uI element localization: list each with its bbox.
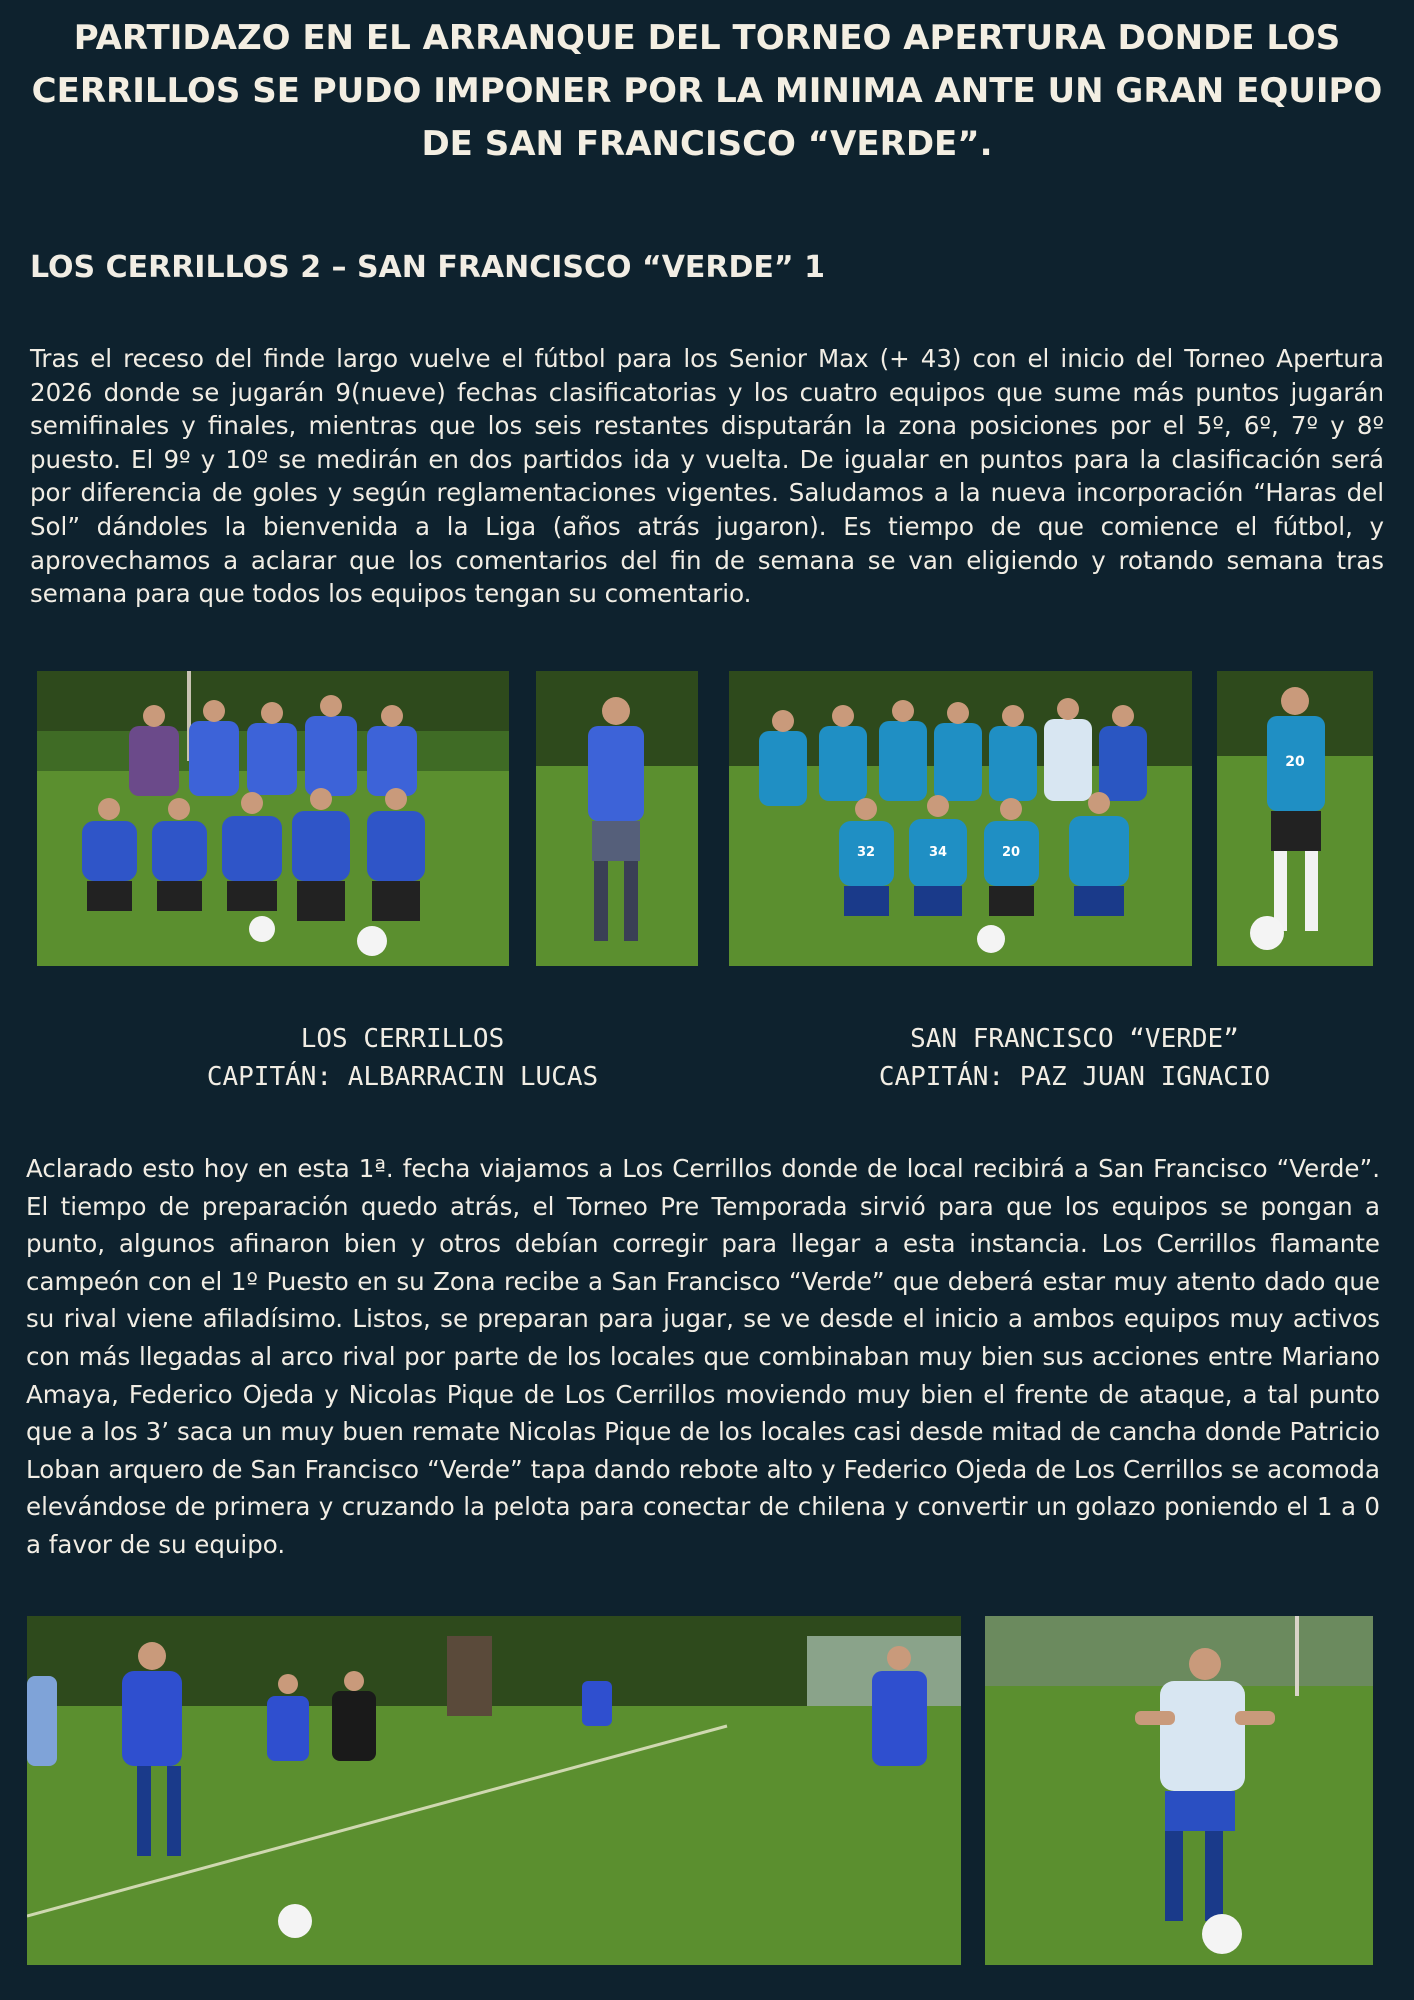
home-captain-photo bbox=[536, 671, 698, 966]
player-dribbling-photo bbox=[985, 1616, 1373, 1965]
home-team-captain: CAPITÁN: ALBARRACIN LUCAS bbox=[206, 1062, 599, 1092]
match-paragraph: Aclarado esto hoy en esta 1ª. fecha viajamos a Los Cerrillos donde de local recibirá a San Francisco “Verde”. El tiempo de preparación quedo atrás, el Torneo Pre Temporada sirvió para que los equipos se pongan a punto, algunos afinaron bien y otros debían corregir para llegar a esta instancia. Los Cerrillos flamante campeón con el 1º Puesto en su Zona recibe a San Francisco “Verde” que deberá estar muy atento dado que su rival viene afiladísimo. Listos, se preparan para jugar, se ve desde el inicio a ambos equipos muy activos con más llegadas al arco rival por parte de los locales que combinaban muy bien sus acciones entre Mariano Amaya, Federico Ojeda y Nicolas Pique de Los Cerrillos moviendo muy bien el frente de ataque, a tal punto que a los 3’ saca un muy buen remate Nicolas Pique de los locales casi desde mitad de cancha donde Patricio Loban arquero de San Francisco “Verde” tapa dando rebote alto y Federico Ojeda de Los Cerrillos se acomoda elevándose de primera y cruzando la pelota para conectar de chilena y convertir un golazo poniendo el 1 a 0 a favor de su equipo. bbox=[26, 1154, 1380, 1559]
jersey-number: 34 bbox=[928, 845, 948, 860]
home-team-caption bbox=[100, 1020, 705, 1096]
article-headline: PARTIDAZO EN EL ARRANQUE DEL TORNEO APERTURA DONDE LOS CERRILLOS SE PUDO IMPONER POR LA MINIMA ANTE UN GRAN EQUIPO DE SAN FRANCISCO “VERDE”. bbox=[31, 18, 1383, 164]
match-action-photo bbox=[27, 1616, 961, 1965]
match-score-line: LOS CERRILLOS 2 – SAN FRANCISCO “VERDE” 1 bbox=[30, 250, 825, 285]
home-team-photo bbox=[37, 671, 509, 966]
intro-paragraph: Tras el receso del finde largo vuelve el fútbol para los Senior Max (+ 43) con el inicio del Torneo Apertura 2026 donde se jugarán 9(nueve) fechas clasificatorias y los cuatro equipos que sume más puntos jugarán semifinales y finales, mientras que los seis restantes disputarán la zona posiciones por el 5º, 6º, 7º y 8º puesto. El 9º y 10º se medirán en dos partidos ida y vuelta. De igualar en puntos para la clasificación será por diferencia de goles y según reglamentaciones vigentes. Saludamos a la nueva incorporación “Haras del Sol” dándoles la bienvenida a la Liga (años atrás jugaron). Es tiempo de que comience el fútbol, y aprovechamos a aclarar que los comentarios del fin de semana se van eligiendo y rotando semana tras semana para que todos los equipos tengan su comentario. bbox=[30, 344, 1384, 609]
away-team-caption bbox=[777, 1020, 1372, 1096]
jersey-number: 20 bbox=[1285, 754, 1305, 770]
away-captain-photo bbox=[1217, 671, 1373, 966]
jersey-number: 32 bbox=[856, 845, 876, 860]
away-team-name: SAN FRANCISCO “VERDE” bbox=[910, 1024, 1239, 1054]
home-team-name: LOS CERRILLOS bbox=[300, 1024, 505, 1054]
away-team-photo bbox=[729, 671, 1192, 966]
jersey-number: 20 bbox=[1001, 845, 1021, 860]
away-team-captain: CAPITÁN: PAZ JUAN IGNACIO bbox=[878, 1062, 1271, 1092]
